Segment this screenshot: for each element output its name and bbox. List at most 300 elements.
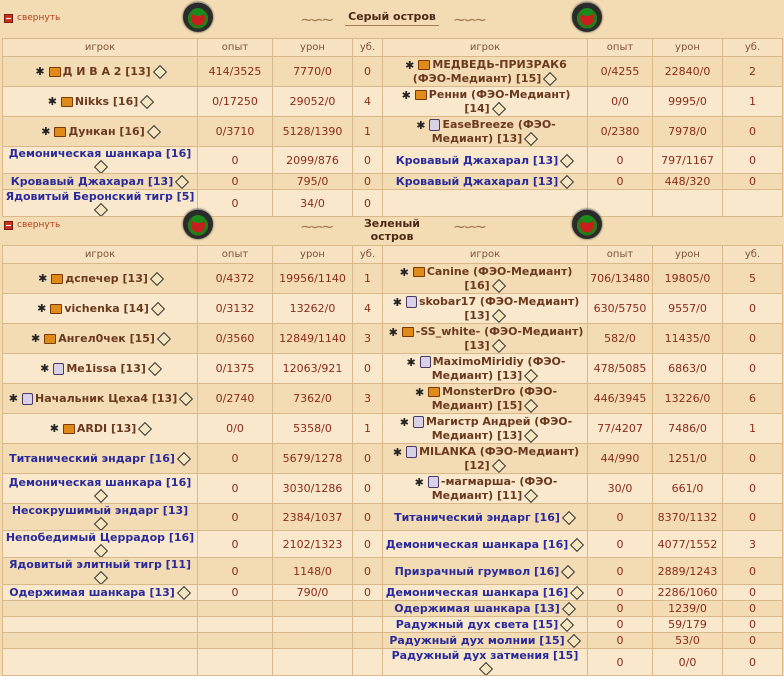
info-icon[interactable] bbox=[570, 537, 584, 551]
player-cell bbox=[383, 264, 588, 294]
player-name[interactable]: Демоническая шанкара [16] bbox=[8, 475, 192, 489]
exp-cell: 0/2740 bbox=[198, 384, 273, 414]
table-row bbox=[3, 585, 783, 601]
info-icon[interactable] bbox=[175, 175, 189, 189]
exp-cell: 0 bbox=[198, 531, 273, 558]
player-cell bbox=[383, 354, 588, 384]
column-header: игрок bbox=[383, 246, 588, 264]
kills-cell: 0 bbox=[353, 190, 383, 217]
player-name[interactable]: Радужный дух затмения [15] bbox=[391, 649, 579, 662]
kills-cell: 0 bbox=[353, 474, 383, 504]
damage-cell: 0/0 bbox=[653, 649, 723, 676]
player-cell bbox=[3, 531, 198, 558]
mage-icon bbox=[406, 296, 417, 308]
player-cell bbox=[3, 147, 198, 174]
exp-cell bbox=[198, 633, 273, 649]
damage-cell: 5358/0 bbox=[273, 414, 353, 444]
table-row bbox=[3, 504, 783, 531]
damage-cell bbox=[273, 601, 353, 617]
kills-cell: 4 bbox=[353, 87, 383, 117]
column-header: опыт bbox=[198, 246, 273, 264]
damage-cell: 9557/0 bbox=[653, 294, 723, 324]
info-icon[interactable] bbox=[157, 332, 171, 346]
info-icon[interactable] bbox=[560, 153, 574, 167]
crown-icon bbox=[54, 127, 66, 137]
clan-star-icon: ✱ bbox=[399, 415, 409, 429]
column-header: опыт bbox=[588, 246, 653, 264]
info-icon[interactable] bbox=[492, 339, 506, 353]
column-header: опыт bbox=[198, 39, 273, 57]
kills-cell: 0 bbox=[353, 585, 383, 601]
kills-cell: 0 bbox=[723, 354, 783, 384]
ornament-right-icon: ~∽~ bbox=[452, 217, 484, 236]
clan-star-icon: ✱ bbox=[49, 422, 59, 436]
player-cell bbox=[3, 57, 198, 87]
clan-star-icon: ✱ bbox=[388, 325, 398, 339]
table-row bbox=[3, 531, 783, 558]
kills-cell: 0 bbox=[353, 531, 383, 558]
kills-cell: 0 bbox=[723, 117, 783, 147]
table-header-row bbox=[3, 39, 783, 57]
table-row bbox=[3, 117, 783, 147]
player-name[interactable]: дспечер [13] bbox=[65, 271, 148, 285]
clan-star-icon: ✱ bbox=[405, 58, 415, 72]
exp-cell: 414/3525 bbox=[198, 57, 273, 87]
player-name[interactable]: Непобедимый Церрадор [16] bbox=[5, 531, 195, 544]
crown-icon bbox=[63, 424, 75, 434]
player-name[interactable]: Canine (ФЭО-Медиант) [16] bbox=[426, 265, 573, 292]
player-cell bbox=[383, 601, 588, 617]
player-name[interactable]: Начальник Цеха4 [13] bbox=[34, 391, 178, 405]
player-name[interactable]: Демоническая шанкара [16] bbox=[385, 586, 569, 599]
info-icon[interactable] bbox=[492, 459, 506, 473]
exp-cell: 0 bbox=[198, 504, 273, 531]
player-name[interactable]: Магистр Андрей (ФЭО-Медиант) [13] bbox=[426, 415, 573, 442]
info-icon[interactable] bbox=[138, 422, 152, 436]
clan-star-icon: ✱ bbox=[401, 88, 411, 102]
player-cell bbox=[383, 585, 588, 601]
island-emblem-icon bbox=[572, 2, 602, 32]
damage-cell: 6863/0 bbox=[653, 354, 723, 384]
damage-cell: 4077/1552 bbox=[653, 531, 723, 558]
kills-cell: 0 bbox=[723, 444, 783, 474]
player-cell bbox=[3, 444, 198, 474]
info-icon[interactable] bbox=[524, 429, 538, 443]
section-bar bbox=[0, 0, 784, 36]
collapse-link[interactable] bbox=[4, 220, 60, 230]
player-cell bbox=[3, 504, 198, 531]
player-name[interactable]: Кровавый Джахарал [13] bbox=[395, 175, 559, 188]
table-row bbox=[3, 147, 783, 174]
kills-cell: 1 bbox=[353, 264, 383, 294]
kills-cell: 0 bbox=[723, 147, 783, 174]
crown-icon bbox=[428, 387, 440, 397]
clan-star-icon: ✱ bbox=[40, 362, 50, 376]
table-row bbox=[3, 174, 783, 190]
damage-cell: 1251/0 bbox=[653, 444, 723, 474]
info-icon[interactable] bbox=[562, 602, 576, 616]
crown-icon bbox=[61, 97, 73, 107]
damage-cell: 5128/1390 bbox=[273, 117, 353, 147]
player-name[interactable]: Радужный дух света [15] bbox=[395, 618, 559, 631]
damage-cell: 7978/0 bbox=[653, 117, 723, 147]
collapse-icon bbox=[4, 14, 13, 23]
mage-icon bbox=[406, 446, 417, 458]
info-icon[interactable] bbox=[560, 618, 574, 632]
clan-star-icon: ✱ bbox=[35, 65, 45, 79]
kills-cell bbox=[353, 633, 383, 649]
damage-cell: 29052/0 bbox=[273, 87, 353, 117]
damage-cell: 2889/1243 bbox=[653, 558, 723, 585]
crown-icon bbox=[413, 267, 425, 277]
player-name[interactable]: Кровавый Джахарал [13] bbox=[395, 153, 559, 167]
table-row bbox=[3, 354, 783, 384]
crown-icon bbox=[51, 274, 63, 284]
exp-cell: 0/17250 bbox=[198, 87, 273, 117]
kills-cell: 0 bbox=[353, 504, 383, 531]
crown-icon bbox=[402, 327, 414, 337]
column-header: опыт bbox=[588, 39, 653, 57]
clan-star-icon: ✱ bbox=[38, 272, 48, 286]
kills-cell: 1 bbox=[723, 414, 783, 444]
exp-cell: 446/3945 bbox=[588, 384, 653, 414]
clan-star-icon: ✱ bbox=[392, 295, 402, 309]
damage-cell: 5679/1278 bbox=[273, 444, 353, 474]
damage-cell: 790/0 bbox=[273, 585, 353, 601]
damage-cell: 59/179 bbox=[653, 617, 723, 633]
info-icon[interactable] bbox=[147, 125, 161, 139]
exp-cell: 44/990 bbox=[588, 444, 653, 474]
player-name[interactable]: Призрачный грумвол [16] bbox=[394, 564, 560, 578]
info-icon[interactable] bbox=[179, 392, 193, 406]
damage-cell: 12849/1140 bbox=[273, 324, 353, 354]
column-header: урон bbox=[653, 39, 723, 57]
table-row bbox=[3, 601, 783, 617]
player-cell bbox=[3, 633, 198, 649]
damage-cell: 13262/0 bbox=[273, 294, 353, 324]
damage-cell: 2102/1323 bbox=[273, 531, 353, 558]
stats-table bbox=[2, 38, 783, 217]
mage-icon bbox=[413, 416, 424, 428]
island-emblem-icon bbox=[183, 209, 213, 239]
exp-cell: 0 bbox=[588, 174, 653, 190]
damage-cell: 11435/0 bbox=[653, 324, 723, 354]
info-icon[interactable] bbox=[524, 369, 538, 383]
damage-cell: 2099/876 bbox=[273, 147, 353, 174]
info-icon[interactable] bbox=[94, 544, 108, 558]
player-cell bbox=[383, 649, 588, 676]
exp-cell: 0 bbox=[198, 444, 273, 474]
player-name[interactable]: skobar17 (ФЭО-Медиант) [13] bbox=[418, 295, 580, 322]
damage-cell: 19805/0 bbox=[653, 264, 723, 294]
clan-star-icon: ✱ bbox=[414, 385, 425, 399]
column-header: игрок bbox=[383, 39, 588, 57]
clan-star-icon: ✱ bbox=[47, 95, 57, 109]
table-row bbox=[3, 294, 783, 324]
clan-star-icon: ✱ bbox=[414, 475, 424, 489]
damage-cell: 8370/1132 bbox=[653, 504, 723, 531]
info-icon[interactable] bbox=[524, 132, 538, 146]
player-name[interactable]: Me1issa [13] bbox=[66, 361, 146, 375]
clan-star-icon: ✱ bbox=[399, 265, 409, 279]
damage-cell bbox=[273, 633, 353, 649]
kills-cell: 0 bbox=[353, 354, 383, 384]
info-icon[interactable] bbox=[150, 272, 164, 286]
table-row bbox=[3, 324, 783, 354]
damage-cell: 2286/1060 bbox=[653, 585, 723, 601]
info-icon[interactable] bbox=[567, 634, 581, 648]
collapse-link[interactable] bbox=[4, 13, 60, 23]
info-icon[interactable] bbox=[562, 510, 576, 524]
info-icon[interactable] bbox=[524, 399, 538, 413]
player-name[interactable]: Nikks [16] bbox=[74, 94, 139, 108]
ornament-right-icon: ~∽~ bbox=[452, 10, 484, 29]
exp-cell bbox=[198, 617, 273, 633]
player-cell bbox=[3, 384, 198, 414]
kills-cell: 0 bbox=[723, 601, 783, 617]
player-name[interactable]: vichenka [14] bbox=[64, 301, 149, 315]
collapse-label: свернуть bbox=[17, 220, 61, 230]
player-name[interactable]: Дункан [16] bbox=[68, 124, 145, 138]
info-icon[interactable] bbox=[543, 72, 557, 86]
player-cell bbox=[383, 558, 588, 585]
info-icon[interactable] bbox=[148, 362, 162, 376]
table-row bbox=[3, 474, 783, 504]
damage-cell: 12063/921 bbox=[273, 354, 353, 384]
exp-cell: 0 bbox=[198, 558, 273, 585]
section-title-wrap bbox=[300, 213, 484, 243]
mage-icon bbox=[420, 356, 431, 368]
player-cell bbox=[3, 414, 198, 444]
info-icon[interactable] bbox=[560, 175, 574, 189]
damage-cell: 7486/0 bbox=[653, 414, 723, 444]
kills-cell: 0 bbox=[723, 294, 783, 324]
player-cell bbox=[3, 474, 198, 504]
damage-cell: 795/0 bbox=[273, 174, 353, 190]
player-name[interactable]: Демоническая шанкара [16] bbox=[385, 537, 569, 551]
collapse-icon bbox=[4, 221, 13, 230]
exp-cell: 630/5750 bbox=[588, 294, 653, 324]
player-name[interactable]: Одержимая шанкара [13] bbox=[9, 586, 175, 599]
info-icon[interactable] bbox=[561, 564, 575, 578]
player-cell bbox=[3, 117, 198, 147]
damage-cell: 22840/0 bbox=[653, 57, 723, 87]
info-icon[interactable] bbox=[492, 102, 506, 116]
damage-cell: 53/0 bbox=[653, 633, 723, 649]
kills-cell: 3 bbox=[723, 531, 783, 558]
column-header: уб. bbox=[723, 246, 783, 264]
kills-cell: 1 bbox=[353, 117, 383, 147]
damage-cell: 448/320 bbox=[653, 174, 723, 190]
crown-icon bbox=[49, 67, 61, 77]
exp-cell: 0/3132 bbox=[198, 294, 273, 324]
player-name[interactable]: МЕДВЕДЬ-ПРИЗРАК6 (ФЭО-Медиант) [15] bbox=[412, 58, 567, 85]
player-name[interactable]: -магмарша- (ФЭО-Медиант) [11] bbox=[431, 475, 558, 502]
clan-star-icon: ✱ bbox=[37, 302, 47, 316]
info-icon[interactable] bbox=[177, 452, 191, 466]
exp-cell: 30/0 bbox=[588, 474, 653, 504]
player-name[interactable]: Кровавый Джахарал [13] bbox=[10, 175, 174, 188]
kills-cell: 0 bbox=[723, 324, 783, 354]
island-emblem-icon bbox=[183, 2, 213, 32]
player-name[interactable]: Ангел0чек [15] bbox=[58, 331, 155, 345]
exp-cell: 0 bbox=[588, 504, 653, 531]
exp-cell: 478/5085 bbox=[588, 354, 653, 384]
table-row bbox=[3, 87, 783, 117]
clan-star-icon: ✱ bbox=[416, 118, 426, 132]
info-icon[interactable] bbox=[94, 517, 108, 531]
player-cell bbox=[383, 474, 588, 504]
player-cell bbox=[383, 414, 588, 444]
player-name[interactable]: Титанический эндарг [16] bbox=[9, 452, 175, 465]
player-cell bbox=[3, 294, 198, 324]
player-name[interactable]: Радужный дух молнии [15] bbox=[389, 634, 565, 647]
player-cell bbox=[3, 601, 198, 617]
player-cell bbox=[3, 649, 198, 676]
player-name[interactable]: Ядовитый элитный тигр [11] bbox=[8, 558, 192, 571]
column-header: урон bbox=[273, 246, 353, 264]
info-icon[interactable] bbox=[570, 586, 584, 600]
damage-cell: 19956/1140 bbox=[273, 264, 353, 294]
island-emblem-icon bbox=[572, 209, 602, 239]
player-name[interactable]: ARDI [13] bbox=[76, 421, 137, 435]
damage-cell: 13226/0 bbox=[653, 384, 723, 414]
kills-cell: 0 bbox=[353, 558, 383, 585]
player-cell bbox=[3, 264, 198, 294]
player-name[interactable]: Ренни (ФЭО-Медиант) [14] bbox=[428, 88, 571, 115]
damage-cell: 1239/0 bbox=[653, 601, 723, 617]
clan-star-icon: ✱ bbox=[41, 125, 51, 139]
player-name[interactable]: MaximoMiridiy (ФЭО-Медиант) [13] bbox=[431, 355, 566, 382]
info-icon[interactable] bbox=[524, 489, 538, 503]
info-icon[interactable] bbox=[153, 65, 167, 79]
kills-cell: 0 bbox=[723, 633, 783, 649]
damage-cell: 661/0 bbox=[653, 474, 723, 504]
exp-cell: 0 bbox=[588, 633, 653, 649]
player-name[interactable]: Несокрушимый эндарг [13] bbox=[11, 504, 189, 517]
damage-cell: 797/1167 bbox=[653, 147, 723, 174]
table-row bbox=[3, 633, 783, 649]
exp-cell: 0 bbox=[588, 147, 653, 174]
section-title: Серый остров bbox=[345, 10, 439, 26]
exp-cell: 582/0 bbox=[588, 324, 653, 354]
damage-cell: 2384/1037 bbox=[273, 504, 353, 531]
table-row bbox=[3, 444, 783, 474]
ornament-left-icon: ~∽~ bbox=[300, 10, 332, 29]
ornament-left-icon: ~∽~ bbox=[300, 217, 332, 236]
player-cell bbox=[3, 174, 198, 190]
kills-cell: 0 bbox=[723, 649, 783, 676]
exp-cell: 0 bbox=[198, 585, 273, 601]
crown-icon bbox=[418, 60, 430, 70]
table-row bbox=[3, 414, 783, 444]
exp-cell: 0/2380 bbox=[588, 117, 653, 147]
info-icon[interactable] bbox=[479, 662, 493, 676]
crown-icon bbox=[44, 334, 56, 344]
info-icon[interactable] bbox=[492, 309, 506, 323]
kills-cell: 3 bbox=[353, 384, 383, 414]
player-cell bbox=[3, 558, 198, 585]
player-name[interactable]: Одержимая шанкара [13] bbox=[394, 602, 560, 615]
kills-cell: 0 bbox=[723, 617, 783, 633]
kills-cell: 0 bbox=[723, 174, 783, 190]
info-icon[interactable] bbox=[140, 95, 154, 109]
exp-cell: 0 bbox=[588, 585, 653, 601]
exp-cell: 0/3710 bbox=[198, 117, 273, 147]
player-cell bbox=[383, 617, 588, 633]
collapse-label: свернуть bbox=[17, 13, 61, 23]
player-name[interactable]: MILANKA (ФЭО-Медиант) [12] bbox=[419, 445, 580, 472]
kills-cell: 0 bbox=[723, 504, 783, 531]
kills-cell: 0 bbox=[723, 558, 783, 585]
info-icon[interactable] bbox=[94, 160, 108, 174]
exp-cell: 0 bbox=[588, 649, 653, 676]
kills-cell: 0 bbox=[723, 474, 783, 504]
player-name[interactable]: MonsterDro (ФЭО-Медиант) [15] bbox=[431, 385, 558, 412]
player-name[interactable]: Титанический эндарг [16] bbox=[394, 510, 560, 524]
kills-cell: 4 bbox=[353, 294, 383, 324]
player-name[interactable]: -SS_white- (ФЭО-Медиант) [13] bbox=[415, 325, 584, 352]
damage-cell: 9995/0 bbox=[653, 87, 723, 117]
player-name[interactable]: Демоническая шанкара [16] bbox=[8, 147, 192, 160]
player-name[interactable]: EaseBreeze (ФЭО-Медиант) [13] bbox=[431, 118, 556, 145]
player-name[interactable]: Ядовитый Беронский тигр [5] bbox=[5, 190, 195, 203]
column-header: уб. bbox=[353, 39, 383, 57]
kills-cell: 6 bbox=[723, 384, 783, 414]
player-cell bbox=[3, 324, 198, 354]
damage-cell: 34/0 bbox=[273, 190, 353, 217]
player-cell bbox=[3, 585, 198, 601]
mage-icon bbox=[53, 363, 64, 375]
table-row bbox=[3, 264, 783, 294]
mage-icon bbox=[22, 393, 33, 405]
player-cell bbox=[383, 57, 588, 87]
exp-cell: 0 bbox=[198, 474, 273, 504]
kills-cell: 2 bbox=[723, 57, 783, 87]
player-cell bbox=[383, 444, 588, 474]
player-cell bbox=[383, 324, 588, 354]
player-cell bbox=[383, 294, 588, 324]
player-cell bbox=[383, 117, 588, 147]
exp-cell: 0 bbox=[198, 174, 273, 190]
player-name[interactable]: Д И В А 2 [13] bbox=[62, 64, 151, 78]
info-icon[interactable] bbox=[151, 302, 165, 316]
exp-cell: 0/3560 bbox=[198, 324, 273, 354]
kills-cell: 0 bbox=[723, 585, 783, 601]
table-row bbox=[3, 617, 783, 633]
crown-icon bbox=[415, 90, 427, 100]
player-cell bbox=[383, 87, 588, 117]
kills-cell: 3 bbox=[353, 324, 383, 354]
exp-cell: 0 bbox=[588, 531, 653, 558]
info-icon[interactable] bbox=[492, 279, 506, 293]
table-row bbox=[3, 649, 783, 676]
exp-cell: 0/4372 bbox=[198, 264, 273, 294]
damage-cell: 3030/1286 bbox=[273, 474, 353, 504]
exp-cell: 0/0 bbox=[588, 87, 653, 117]
kills-cell: 5 bbox=[723, 264, 783, 294]
info-icon[interactable] bbox=[94, 488, 108, 502]
player-cell bbox=[383, 633, 588, 649]
info-icon[interactable] bbox=[94, 571, 108, 585]
kills-cell bbox=[353, 649, 383, 676]
kills-cell: 0 bbox=[353, 147, 383, 174]
column-header: уб. bbox=[723, 39, 783, 57]
info-icon[interactable] bbox=[177, 586, 191, 600]
exp-cell: 0 bbox=[588, 601, 653, 617]
section-bar bbox=[0, 207, 784, 243]
player-cell bbox=[3, 87, 198, 117]
